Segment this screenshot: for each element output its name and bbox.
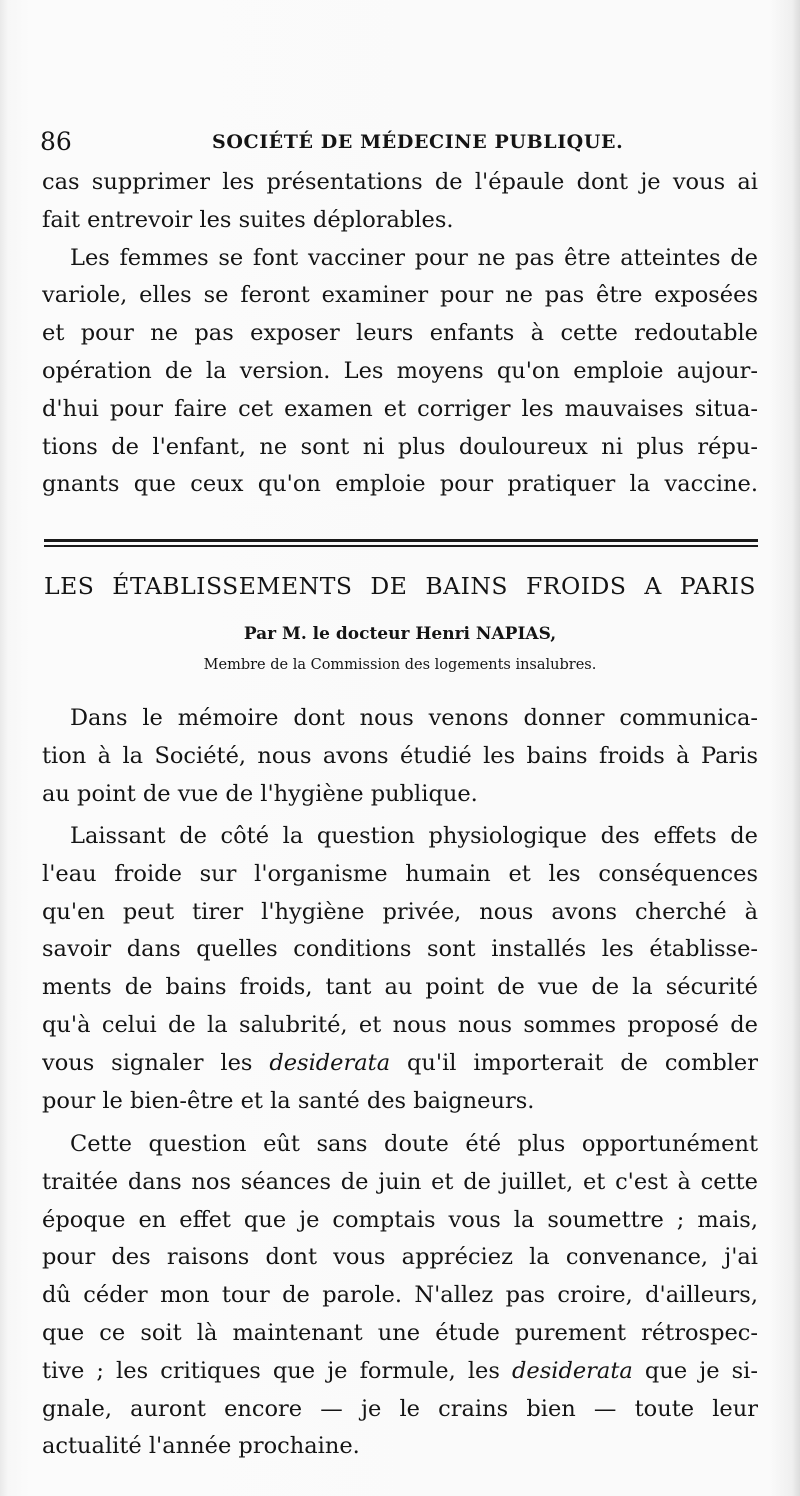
line-text-after: que je si- [632, 1357, 758, 1384]
text-line: fait entrevoir les suites déplorables. [42, 206, 454, 233]
text-line: Laissant de côté la question physiologique des effets de [70, 823, 758, 849]
paragraph-1 [42, 700, 758, 813]
text-line: ments de bains froids, tant au point de vue de la sécurité [42, 974, 758, 1001]
text-line: actualité l'année prochaine. [42, 1433, 360, 1460]
line-text-before: tive ; les critiques que je formule, les [42, 1357, 512, 1384]
text-line: époque en effet que je comptais vous la soumettre ; mais, [42, 1206, 758, 1233]
text-line: opération de la version. Les moyens qu'on emploie aujour- [42, 357, 758, 384]
text-line: traitée dans nos séances de juin et de juillet, et c'est à cette [42, 1168, 758, 1195]
italic-term: desiderata [512, 1357, 633, 1384]
author-byline: Par M. le docteur Henri NAPIAS, [243, 624, 557, 644]
text-line [42, 1353, 758, 1391]
text-line: gnale, auront encore — je le crains bien — toute leur [42, 1395, 758, 1422]
line-text-before: vous signaler les [42, 1049, 270, 1076]
text-line: au point de vue de l'hygiène publique. [42, 780, 478, 807]
paragraph-3 [42, 1126, 758, 1466]
page-number: 86 [40, 127, 72, 156]
running-title: SOCIÉTÉ DE MÉDECINE PUBLIQUE. [212, 131, 624, 153]
text-line [42, 1045, 758, 1083]
text-line: tions de l'enfant, ne sont ni plus douloureux ni plus répu- [42, 433, 758, 460]
article-title: LES ÉTABLISSEMENTS DE BAINS FROIDS A PARIS [44, 572, 756, 600]
intro-paragraphs [42, 164, 758, 504]
text-line: gnants que ceux qu'on emploie pour pratiquer la vaccine. [42, 471, 758, 498]
text-line: pour le bien-être et la santé des baigneurs. [42, 1087, 535, 1114]
text-line: pour des raisons dont vous appréciez la convenance, j'ai [42, 1244, 758, 1271]
text-line: d'hui pour faire cet examen et corriger les mauvaises situa- [42, 395, 758, 422]
text-line: et pour ne pas exposer leurs enfants à cette redoutable [42, 320, 758, 347]
italic-term: desiderata [269, 1049, 391, 1076]
text-line: Les femmes se font vacciner pour ne pas être atteintes de [70, 244, 758, 271]
text-line: cas supprimer les présentations de l'épaule dont je vous ai [42, 169, 758, 195]
double-rule-divider [44, 539, 758, 549]
text-line: qu'à celui de la salubrité, et nous nous sommes proposé de [42, 1011, 758, 1038]
text-line: variole, elles se feront examiner pour ne pas être exposées [42, 282, 758, 309]
author-affiliation: Membre de la Commission des logements insalubres. [203, 657, 597, 673]
text-line: Dans le mémoire dont nous venons donner communica- [70, 705, 758, 731]
text-line: qu'en peut tirer l'hygiène privée, nous avons cherché à [42, 898, 758, 925]
text-line: savoir dans quelles conditions sont installés les établisse- [42, 936, 758, 963]
paragraph-2 [42, 818, 758, 1120]
text-line: tion à la Société, nous avons étudié les bains froids à Paris [42, 742, 758, 769]
text-line: dû céder mon tour de parole. N'allez pas croire, d'ailleurs, [42, 1282, 758, 1309]
text-line: Cette question eût sans doute été plus opportunément [70, 1131, 758, 1157]
line-text-after: qu'il importerait de combler [390, 1049, 758, 1076]
running-header [40, 122, 624, 162]
text-line: que ce soit là maintenant une étude purement rétrospec- [42, 1319, 758, 1346]
text-line: l'eau froide sur l'organisme humain et les conséquences [42, 860, 758, 887]
